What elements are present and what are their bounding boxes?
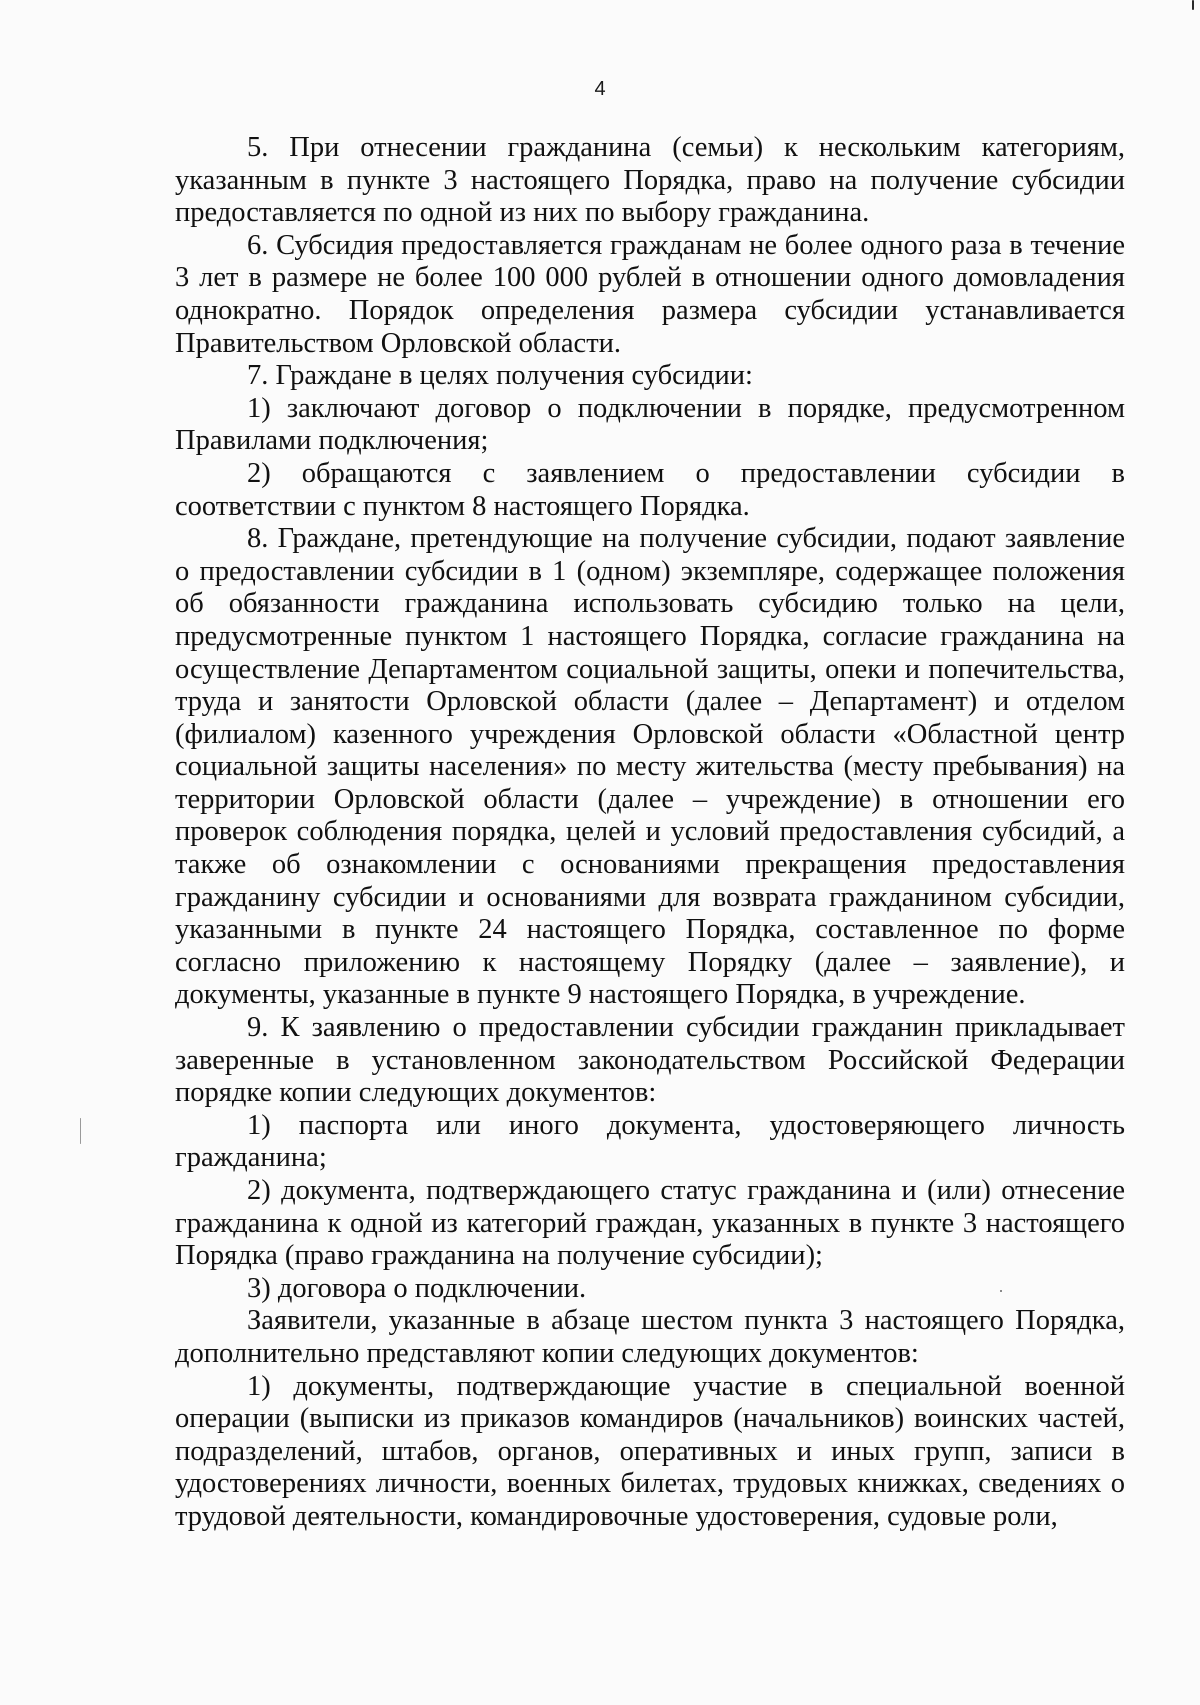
scan-speck	[1192, 0, 1194, 10]
scan-speck	[80, 1118, 81, 1144]
page-number: 4	[594, 78, 606, 100]
document-body	[175, 132, 1125, 1534]
paragraph-6: 6. Субсидия предоставляется гражданам не более одного раза в течение 3 лет в размере не более 100 000 рублей в отношении одного домовладения однократно. Порядок определения размера субсидии устанавливается Правительством Орловской области.	[175, 229, 1125, 359]
scan-speck	[1000, 1290, 1002, 1292]
paragraph-7: 7. Граждане в целях получения субсидии:	[247, 360, 753, 392]
paragraph-7-item-2: 2) обращаются с заявлением о предоставлении субсидии в соответствии с пунктом 8 настоящего Порядка.	[175, 457, 1125, 522]
paragraph-applicants-item-1: 1) документы, подтверждающие участие в специальной военной операции (выписки из приказов командиров (начальников) воинских частей, подразделений, штабов, органов, оперативных и иных групп, записи в удостоверениях личности, военных билетах, трудовых книжках, сведениях о трудовой деятельности, командировочные удостоверения, судовые роли,	[175, 1370, 1125, 1532]
paragraph-8: 8. Граждане, претендующие на получение субсидии, подают заявление о предоставлении субсидии в 1 (одном) экземпляре, содержащее положения об обязанности гражданина использовать субсидию только на цели, предусмотренные пунктом 1 настоящего Порядка, согласие гражданина на осуществление Департаментом социальной защиты, опеки и попечительства, труда и занятости Орловской области (далее – Департамент) и отделом (филиалом) казенного учреждения Орловской области «Областной центр социальной защиты населения» по месту жительства (месту пребывания) на территории Орловской области (далее – учреждение) в отношении его проверок соблюдения порядка, целей и условий предоставления субсидий, а также об ознакомлении с основаниями прекращения предоставления гражданину субсидии и основаниями для возврата гражданином субсидии, указанными в пункте 24 настоящего Порядка, составленное по форме согласно приложению к настоящему Порядку (далее – заявление), и документы, указанные в пункте 9 настоящего Порядка, в учреждение.	[175, 523, 1125, 1011]
paragraph-9: 9. К заявлению о предоставлении субсидии гражданин прикладывает заверенные в установленном законодательством Российской Федерации порядке копии следующих документов:	[175, 1012, 1125, 1109]
paragraph-7-item-1: 1) заключают договор о подключении в порядке, предусмотренном Правилами подключения;	[175, 392, 1125, 457]
paragraph-applicants: Заявители, указанные в абзаце шестом пункта 3 настоящего Порядка, дополнительно представляют копии следующих документов:	[175, 1305, 1125, 1369]
paragraph-9-item-3: 3) договора о подключении.	[247, 1272, 587, 1304]
paragraph-9-item-1: 1) паспорта или иного документа, удостоверяющего личность гражданина;	[175, 1109, 1125, 1174]
paragraph-9-item-2: 2) документа, подтверждающего статус гражданина и (или) отнесение гражданина к одной из категорий граждан, указанных в пункте 3 настоящего Порядка (право гражданина на получение субсидии);	[175, 1175, 1125, 1272]
paragraph-5: 5. При отнесении гражданина (семьи) к нескольким категориям, указанным в пункте 3 настоящего Порядка, право на получение субсидии предоставляется по одной из них по выбору гражданина.	[175, 132, 1125, 229]
